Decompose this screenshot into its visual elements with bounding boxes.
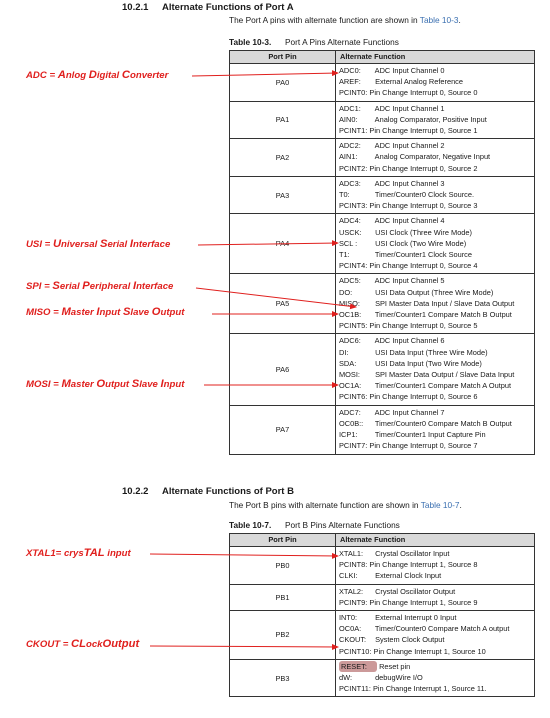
alternate-function-cell [336,176,535,214]
function-code: ADC7: [339,407,361,417]
port-pin-cell: PB0 [230,547,336,585]
note-segment: input [104,548,131,559]
table-row [230,274,535,334]
function-description: debugWire I/O [375,673,423,683]
note-segment: M [61,378,71,390]
port-pin-cell: PA2 [230,139,336,177]
function-code: XTAL2: [339,586,364,596]
function-line [339,140,534,151]
note-segment: ADC = [26,70,58,81]
function-line [339,227,534,238]
note-segment: I [96,306,100,318]
function-line [339,249,534,260]
section-b-title: Alternate Functions of Port B [162,486,294,497]
function-code: PCINT10: [339,646,372,656]
function-description: Analog Comparator, Positive Input [374,114,487,124]
table-a-caption-text: Port A Pins Alternate Functions [285,37,399,47]
port-pin-cell: PA3 [230,176,336,214]
function-code: PCINT5: [339,321,368,331]
port-pin-cell: PA6 [230,334,336,405]
port-pin-cell: PB3 [230,659,336,697]
function-description: Pin Change Interrupt 0, Source 0 [369,88,478,98]
function-description: USI Data Output (Three Wire Mode) [375,287,494,297]
table-row [230,101,535,139]
note-adc [26,69,168,81]
function-line [339,440,534,451]
function-line [339,215,534,226]
function-description: Pin Change Interrupt 1, Source 8 [369,560,478,570]
function-code: PCINT7: [339,441,368,451]
function-code: T0: [339,190,350,200]
function-line [339,418,534,429]
function-line [339,429,534,440]
section-a-intro-text: The Port A pins with alternate function are shown in [229,15,420,25]
table-row [230,405,535,454]
alternate-function-cell [336,139,535,177]
note-segment: TAL [83,547,105,559]
function-code: ADC3: [339,178,361,188]
note-segment: utput [160,307,185,318]
function-code: CLKI: [339,571,358,581]
note-usi [26,238,170,250]
note-segment: nput [163,379,185,390]
port-b-rows [230,547,535,697]
function-code: PCINT2: [339,163,368,173]
function-description: ADC Input Channel 6 [374,336,445,346]
note-segment: S [131,378,140,390]
function-line [339,309,534,320]
function-line [339,260,534,271]
function-line [339,76,534,87]
function-code: PCINT6: [339,392,368,402]
function-code: MOSI: [339,370,360,380]
alternate-function-cell [336,101,535,139]
table-10-3-link[interactable]: Table 10-3 [419,15,459,25]
function-description: ADC Input Channel 3 [374,178,445,188]
function-code: RESET: [339,661,377,672]
note-segment: U [52,238,62,250]
function-code: PCINT4: [339,261,368,271]
note-segment: aster [70,307,97,318]
function-description: Pin Change Interrupt 0, Source 7 [369,441,478,451]
function-code: OC0A: [339,624,362,634]
note-segment: O [151,306,161,318]
note-segment: onverter [129,70,169,81]
function-description: ADC Input Channel 7 [374,407,445,417]
function-line [339,114,534,125]
note-segment: MOSI = [26,379,62,390]
function-code: ADC2: [339,141,361,151]
function-code: T1: [339,250,350,260]
table-b-caption [229,520,400,530]
note-xtal1 [26,547,131,559]
port-pin-cell: PA5 [230,274,336,334]
note-segment: USI = [26,239,53,250]
note-ckout [26,638,139,650]
function-code: CKOUT: [339,635,367,645]
function-code: OC0B:: [339,418,364,428]
section-b-intro-text: The Port B pins with alternate function are shown in [229,500,421,510]
function-line [339,189,534,200]
port-a-rows [230,64,535,455]
function-line [339,287,534,298]
function-line [339,163,534,174]
function-description: ADC Input Channel 4 [374,216,445,226]
function-code: USCK: [339,227,362,237]
function-line [339,369,534,380]
function-line [339,672,534,683]
section-a-intro [229,15,461,25]
alternate-function-cell [336,659,535,697]
function-description: Timer/Counter1 Compare Match A Output [374,381,512,391]
function-description: Pin Change Interrupt 1, Source 9 [369,597,478,607]
table-row [230,547,535,585]
port-pin-header: Port Pin [230,51,336,64]
table-row [230,659,535,697]
table-a-caption [229,37,399,47]
alternate-function-header: Alternate Function [336,534,535,547]
function-line [339,612,534,623]
function-code: AIN1: [339,152,358,162]
function-description: Timer/Counter0 Compare Match B Output [374,418,512,428]
function-description: Pin Change Interrupt 1, Source 11. [372,684,487,694]
function-description: Pin Change Interrupt 0, Source 1 [369,126,478,136]
note-segment: I [160,378,164,390]
function-code: DO: [339,287,353,297]
function-description: ADC Input Channel 0 [374,66,445,75]
function-line [339,87,534,98]
port-pin-cell: PA7 [230,405,336,454]
alternate-function-header: Alternate Function [336,51,535,64]
function-line [339,125,534,136]
function-line [339,597,534,608]
function-description: Timer/Counter0 Clock Source. [374,190,475,200]
port-pin-header: Port Pin [230,534,336,547]
alternate-function-cell [336,334,535,405]
function-line [339,298,534,309]
note-segment: SPI = [26,281,53,292]
table-row [230,584,535,610]
function-description: Crystal Oscillator Output [375,586,456,596]
function-code: PCINT9: [339,597,368,607]
note-segment: MISO = [26,307,62,318]
function-description: System Clock Output [375,635,445,645]
function-description: Timer/Counter0 Compare Match A output [374,624,510,634]
section-a-title: Alternate Functions of Port A [162,2,294,13]
note-segment: lave [130,307,152,318]
function-line [339,347,534,358]
function-description: Analog Comparator, Negative Input [374,152,491,162]
function-code: SCL : [339,238,358,248]
alternate-function-cell [336,405,535,454]
table-row [230,64,535,102]
alternate-function-cell [336,64,535,102]
function-line [339,407,534,418]
note-segment: XTAL1= crys [26,548,84,559]
note-segment: eripheral [89,281,133,292]
note-segment: nput [99,307,123,318]
function-code: ADC0: [339,66,361,75]
function-description: External Analog Reference [375,77,463,87]
note-segment: M [61,306,71,318]
table-b-number: Table 10-7. [229,520,272,530]
function-code: ICP1: [339,430,358,440]
note-segment: S [99,238,108,250]
function-description: SPI Master Data Input / Slave Data Output [375,298,515,308]
function-line [339,65,534,76]
note-segment: erial [107,239,130,250]
function-description: Timer/Counter1 Compare Match B Output [374,310,512,320]
alternate-function-cell [336,274,535,334]
port-pin-cell: PA0 [230,64,336,102]
section-b-intro-end: . [459,500,462,510]
function-code: PCINT0: [339,88,368,98]
note-segment: nterface [136,281,174,292]
note-segment: aster [70,379,97,390]
function-description: ADC Input Channel 5 [374,276,445,286]
note-segment: A [57,69,66,81]
section-b-number: 10.2.2 [122,486,149,497]
function-description: USI Data Input (Two Wire Mode) [375,358,482,368]
function-description: ADC Input Channel 1 [374,103,445,113]
function-code: SDA: [339,358,357,368]
function-description: Timer/Counter1 Clock Source [374,250,472,260]
function-line [339,275,534,286]
function-code: PCINT1: [339,126,368,136]
note-segment: CKOUT = [26,639,72,650]
function-line [339,634,534,645]
function-description: Pin Change Interrupt 0, Source 2 [369,163,478,173]
note-spi [26,280,173,292]
note-segment: utput [105,379,132,390]
function-description: USI Data Input (Three Wire Mode) [375,347,488,357]
note-segment: O [96,378,106,390]
alternate-function-cell [336,611,535,660]
alternate-function-cell [336,547,535,585]
note-segment: CL [71,638,86,650]
note-segment: niversal [61,239,100,250]
function-code: ADC6: [339,336,361,346]
function-description: External Interrupt 0 Input [375,613,457,623]
port-pin-cell: PA1 [230,101,336,139]
function-description: USI Clock (Two Wire Mode) [375,238,467,248]
note-segment: Output [102,638,140,650]
note-segment: nlog [65,70,89,81]
table-10-7-link[interactable]: Table 10-7 [420,500,460,510]
function-code: DI: [339,347,349,357]
section-a-number: 10.2.1 [122,2,149,13]
function-line [339,559,534,570]
function-code: AREF: [339,77,361,87]
port-pin-cell: PB1 [230,584,336,610]
function-code: PCINT8: [339,560,368,570]
note-segment: nterface [132,239,171,250]
function-description: Pin Change Interrupt 0, Source 6 [369,392,478,402]
note-segment: D [88,69,97,81]
function-line [339,548,534,559]
function-code: OC1A: [339,381,362,391]
function-line [339,570,534,581]
function-line [339,380,534,391]
function-line [339,320,534,331]
note-segment: igital [96,70,122,81]
section-b-intro [229,500,462,510]
section-b-heading [122,486,294,497]
function-line [339,151,534,162]
function-description: External Clock Input [375,571,442,581]
function-code: AIN0: [339,114,358,124]
note-segment: S [122,306,131,318]
function-code: MISO: [339,298,360,308]
function-description: Crystal Oscillator Input [375,549,450,558]
port-b-alternate-functions-table [229,533,535,697]
note-segment: P [82,280,90,292]
port-pin-cell: PB2 [230,611,336,660]
function-code: OC1B: [339,310,362,320]
function-description: Pin Change Interrupt 0, Source 3 [369,201,478,211]
function-description: Pin Change Interrupt 1, Source 10 [373,646,486,656]
function-description: ADC Input Channel 2 [374,141,445,151]
function-code: INT0: [339,613,358,623]
table-b-caption-text: Port B Pins Alternate Functions [285,520,400,530]
function-line [339,358,534,369]
function-description: Timer/Counter1 Input Capture Pin [374,430,486,440]
function-code: ADC1: [339,103,361,113]
function-line [339,200,534,211]
function-description: Pin Change Interrupt 0, Source 5 [369,321,478,331]
note-segment: S [52,280,60,292]
function-line [339,586,534,597]
port-pin-cell: PA4 [230,214,336,274]
function-line [339,238,534,249]
note-mosi [26,378,184,390]
note-segment: C [121,69,130,81]
alternate-function-cell [336,584,535,610]
port-a-alternate-functions-table [229,50,535,455]
function-description: Pin Change Interrupt 0, Source 4 [369,261,478,271]
note-segment: ock [85,639,103,650]
function-code: dW: [339,673,353,683]
function-code: ADC4: [339,216,361,226]
function-line [339,335,534,346]
function-line [339,661,534,672]
function-line [339,683,534,694]
section-a-intro-end: . [458,15,461,25]
note-segment: I [132,280,137,292]
table-row [230,611,535,660]
note-miso [26,306,184,318]
function-line [339,646,534,657]
function-description: SPI Master Data Output / Slave Data Input [375,370,515,380]
table-row [230,176,535,214]
table-row [230,139,535,177]
function-description: USI Clock (Three Wire Mode) [375,227,472,237]
function-line [339,623,534,634]
note-segment: I [129,238,133,250]
note-segment: lave [139,379,161,390]
table-row [230,334,535,405]
function-code: XTAL1: [339,549,364,558]
function-code: PCINT11: [339,684,371,694]
table-a-number: Table 10-3. [229,37,272,47]
function-code: ADC5: [339,276,361,286]
section-a-heading [122,2,294,13]
note-segment: erial [59,281,83,292]
function-code: PCINT3: [339,201,368,211]
table-row [230,214,535,274]
function-line [339,178,534,189]
alternate-function-cell [336,214,535,274]
function-line [339,103,534,114]
function-description: Reset pin [379,661,411,671]
function-line [339,391,534,402]
